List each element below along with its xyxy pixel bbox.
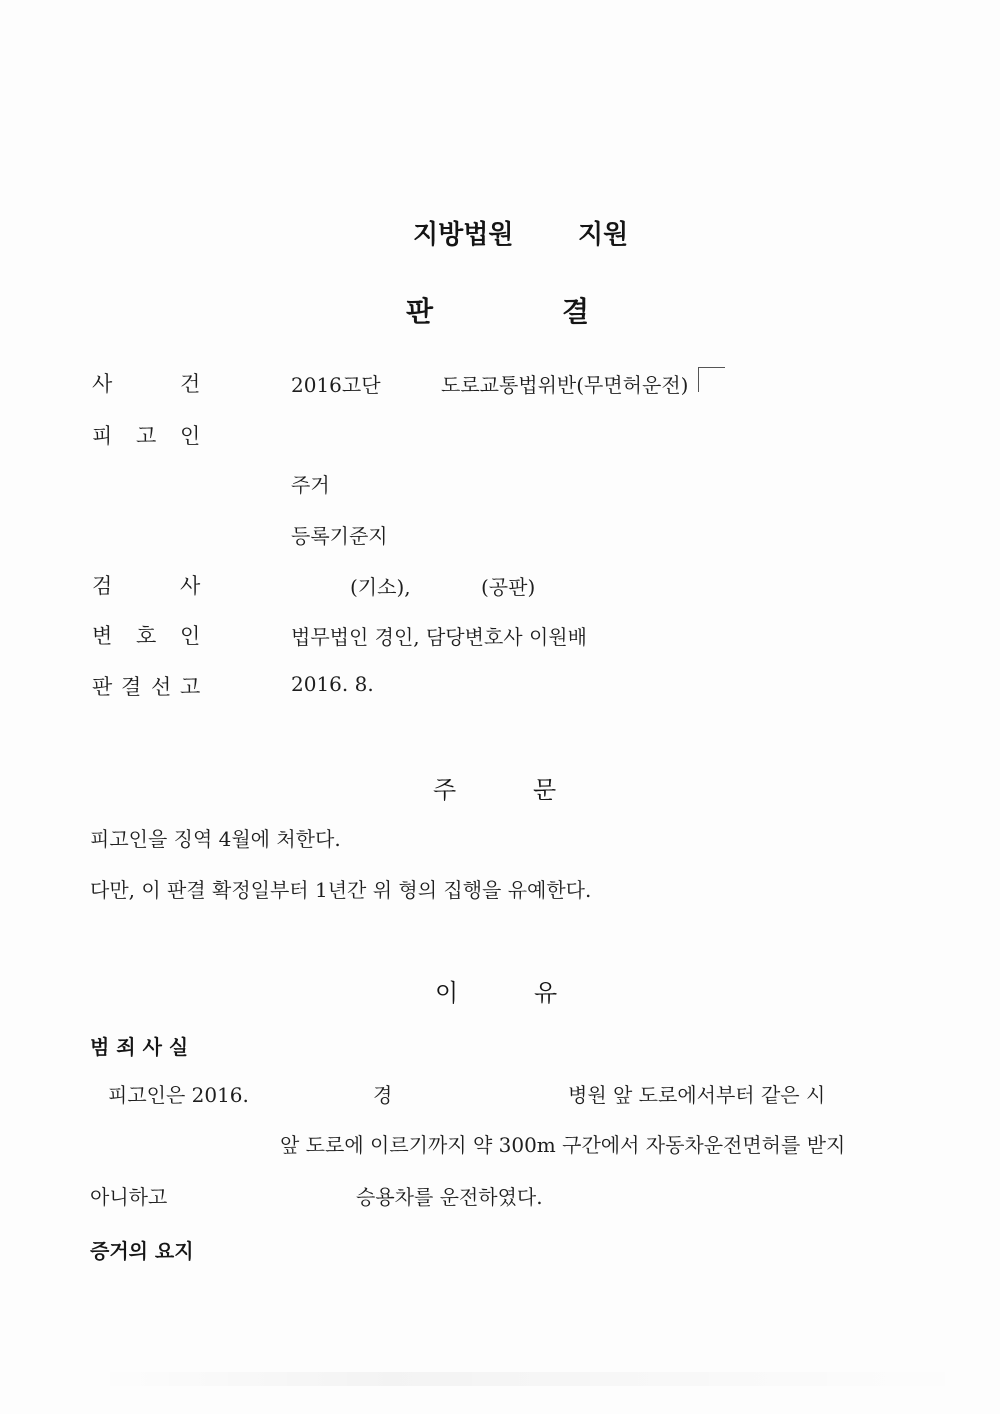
facts-text: 병원 앞 도로에서부터 같은 시: [568, 1083, 826, 1107]
order-line: 다만, 이 판결 확정일부터 1년간 위 형의 집행을 유예한다.: [90, 878, 592, 902]
scan-artifact-band: [95, 1372, 975, 1386]
case-name-bracket-mark: [698, 367, 725, 392]
facts-text: 경: [373, 1083, 393, 1107]
facts-text: 피고인은 2016.: [108, 1083, 249, 1107]
crime-facts-heading: 범 죄 사 실: [90, 1035, 189, 1059]
order-heading-char: 문: [533, 776, 557, 804]
evidence-heading: 증거의 요지: [90, 1239, 194, 1263]
case-label-char: 건: [180, 372, 201, 396]
judgment-date: 2016. 8.: [291, 672, 374, 696]
defendant-label-char: 인: [180, 424, 201, 448]
judgment-date-label-char: 결: [121, 675, 142, 699]
document-title-char1: 판: [406, 295, 434, 328]
facts-text: 아니하고: [90, 1185, 168, 1209]
defendant-label-char: 피: [92, 424, 113, 448]
reasons-heading-char: 유: [534, 979, 558, 1007]
document-title-char2: 결: [562, 295, 590, 328]
residence-label: 주거: [291, 473, 330, 497]
order-line: 피고인을 징역 4월에 처한다.: [90, 827, 341, 851]
court-name-part1: 지방법원: [413, 220, 514, 250]
registry-label: 등록기준지: [291, 524, 388, 548]
prosecutor-label-char: 사: [180, 574, 201, 598]
reasons-heading-char: 이: [435, 979, 459, 1007]
order-heading-char: 주: [433, 776, 457, 804]
judgment-date-label-char: 선: [151, 675, 172, 699]
court-name-part2: 지원: [578, 220, 629, 250]
defense-counsel: 법무법인 경인, 담당변호사 이원배: [291, 625, 587, 649]
judgment-date-label-char: 판: [92, 675, 113, 699]
defense-label-char: 변: [92, 624, 113, 648]
case-label-char: 사: [92, 372, 113, 396]
facts-text: 앞 도로에 이르기까지 약 300m 구간에서 자동차운전면허를 받지: [280, 1133, 846, 1157]
prosecutor-trial: (공판): [481, 575, 536, 599]
prosecutor-label-char: 검: [92, 574, 113, 598]
prosecutor-indictment: (기소),: [350, 575, 411, 599]
defense-label-char: 호: [136, 624, 157, 648]
judgment-date-label-char: 고: [180, 675, 201, 699]
case-number: 2016고단: [291, 373, 381, 397]
case-name: 도로교통법위반(무면허운전): [441, 373, 689, 397]
facts-text: 승용차를 운전하였다.: [356, 1185, 543, 1209]
defense-label-char: 인: [180, 624, 201, 648]
defendant-label-char: 고: [136, 424, 157, 448]
